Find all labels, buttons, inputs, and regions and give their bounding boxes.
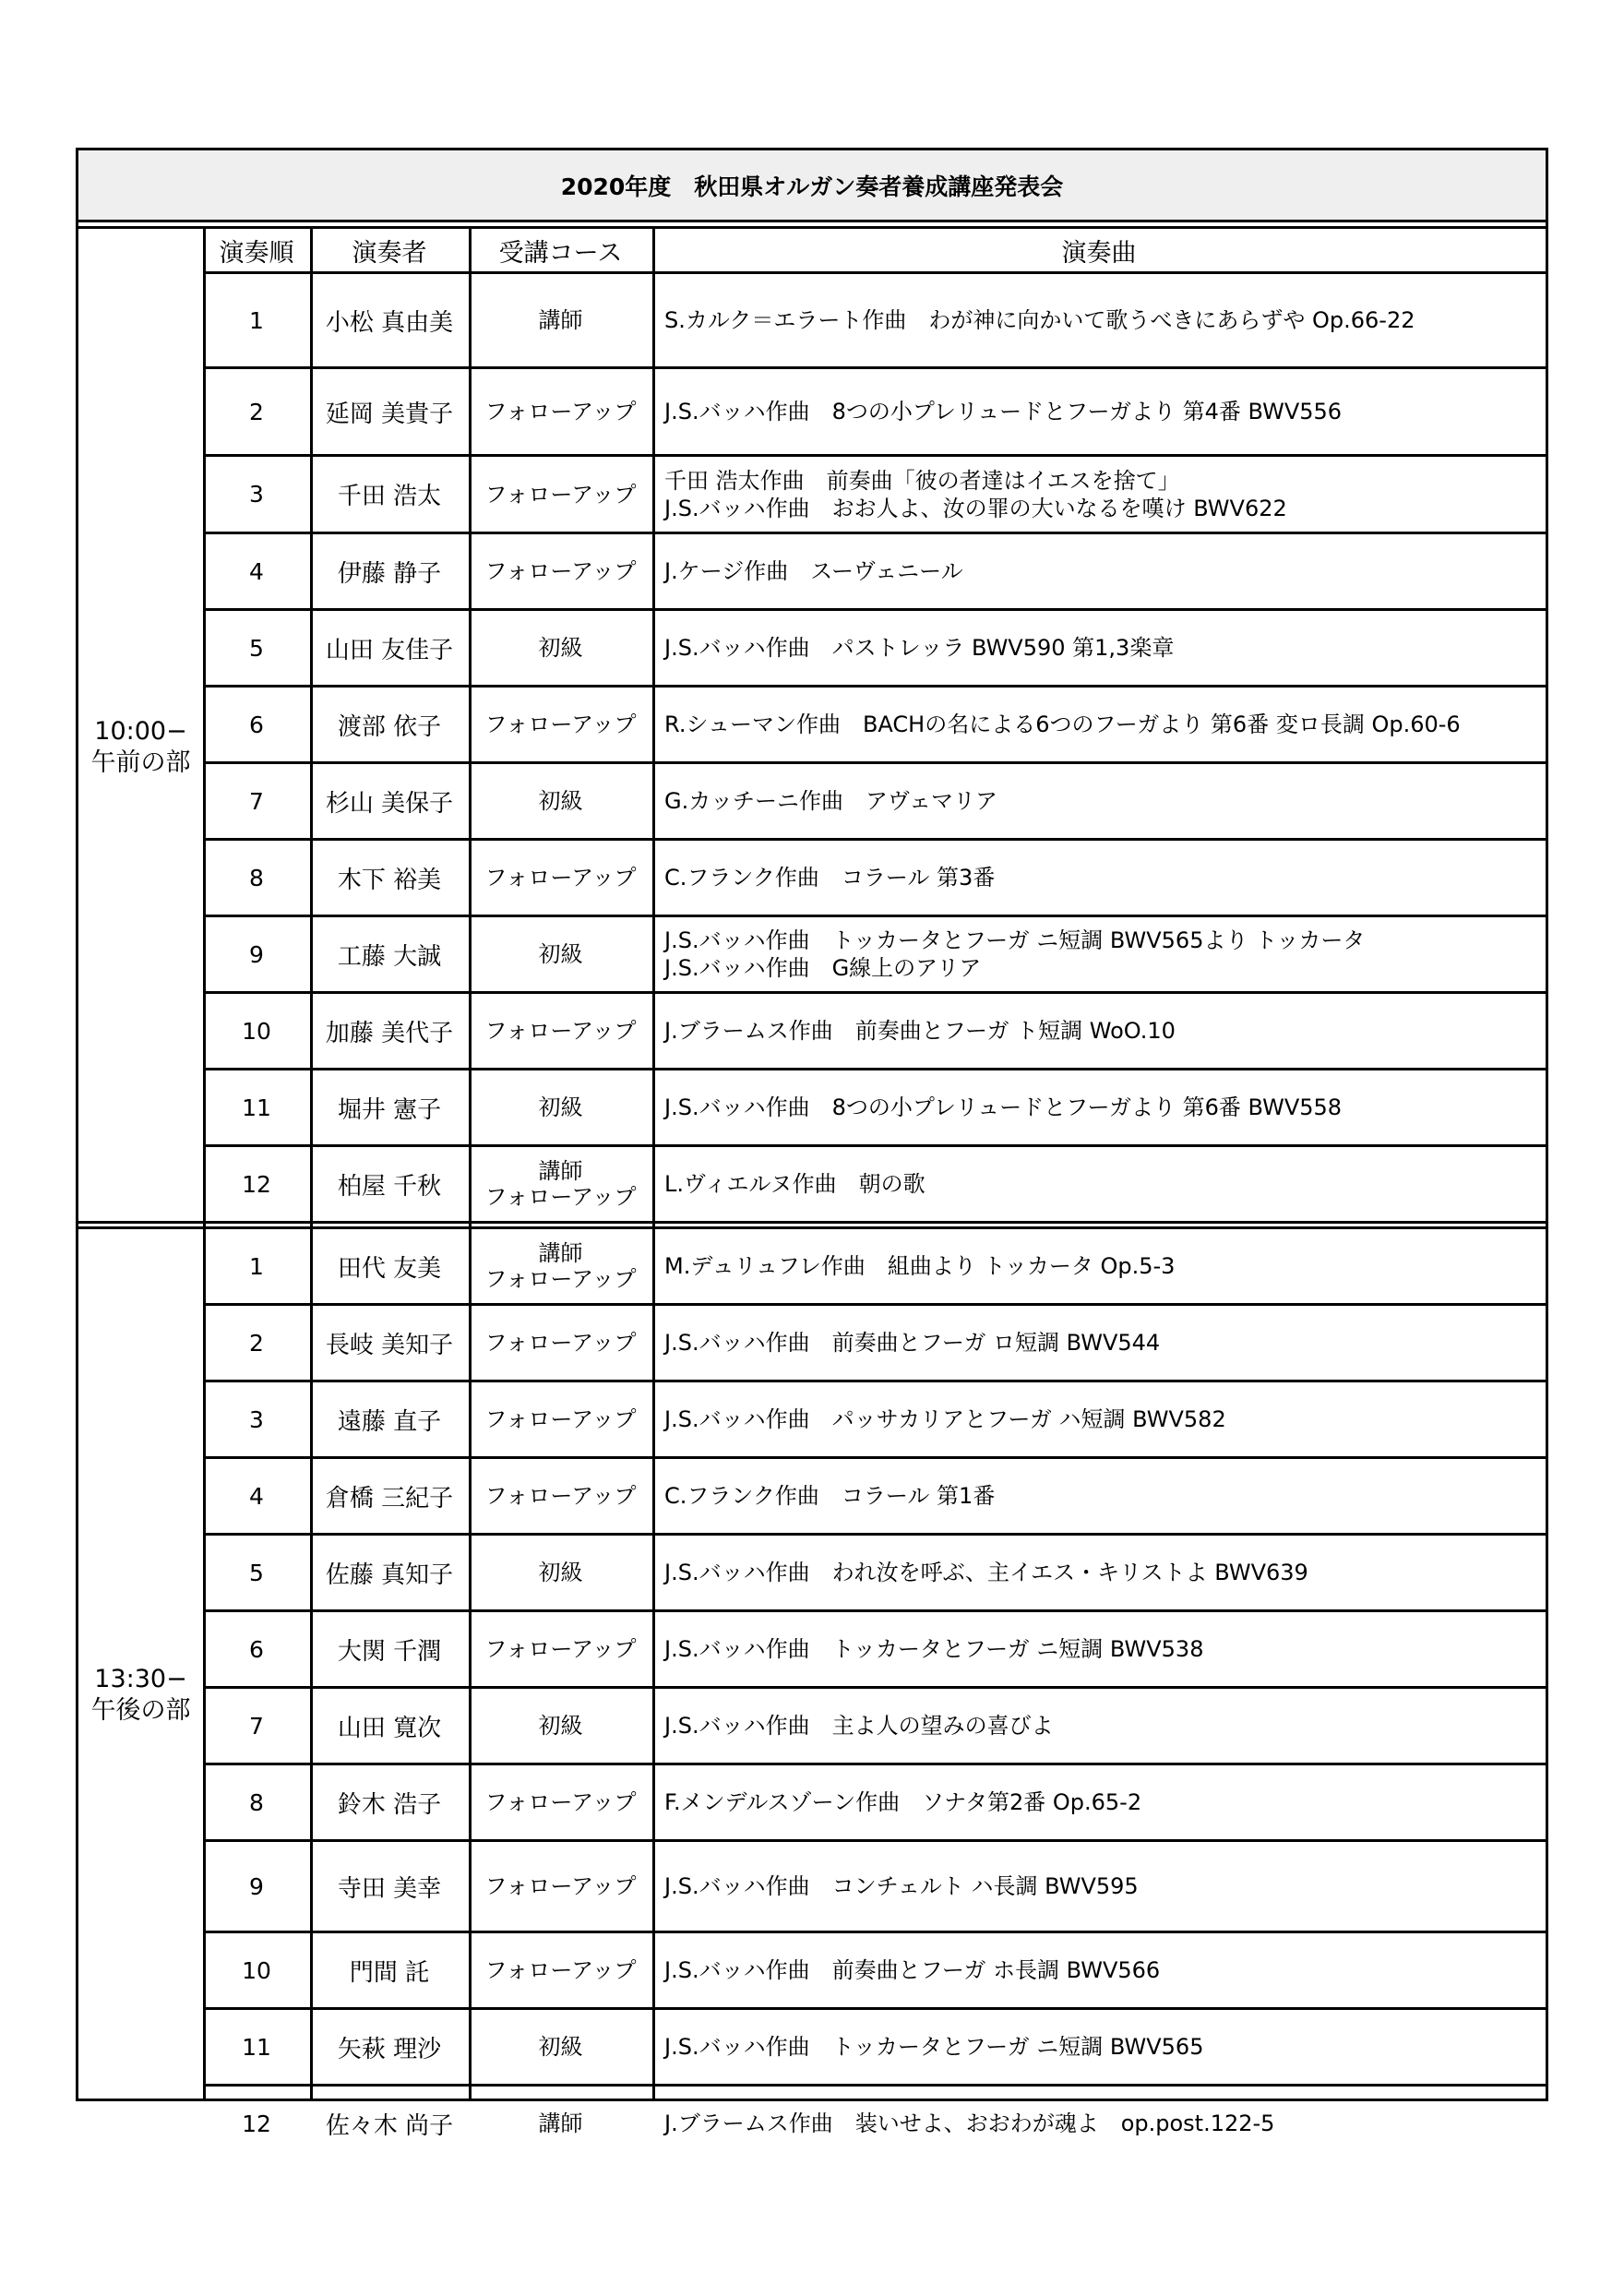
performer-name: 小松 真由美 bbox=[325, 308, 454, 337]
piece-lines bbox=[664, 1017, 1176, 1045]
course-lines bbox=[485, 1330, 637, 1356]
piece-lines bbox=[664, 1170, 925, 1198]
row-order-number: 1 bbox=[249, 306, 264, 334]
piece-line: J.ブラームス作曲 前奏曲とフーガ ト短調 WoO.10 bbox=[664, 1018, 1176, 1044]
piece-title bbox=[652, 1382, 1546, 1456]
piece-lines bbox=[664, 306, 1415, 334]
course-name bbox=[469, 841, 652, 915]
course-name bbox=[469, 764, 652, 838]
row-order-number: 10 bbox=[242, 1956, 271, 1984]
performer-name: 山田 寛次 bbox=[337, 1714, 442, 1742]
course-name bbox=[469, 917, 652, 991]
column-header-piece: 演奏曲 bbox=[1061, 238, 1137, 268]
piece-lines bbox=[664, 1956, 1160, 1984]
piece-lines bbox=[664, 1329, 1160, 1357]
piece-title bbox=[652, 2010, 1546, 2084]
piece-title bbox=[652, 274, 1546, 366]
piece-line: J.S.バッハ作曲 G線上のアリア bbox=[664, 955, 982, 981]
session-time: 13:30− bbox=[94, 1664, 187, 1693]
course-line: 初級 bbox=[538, 1560, 583, 1585]
course-line: フォローアップ bbox=[484, 1330, 637, 1356]
column-rule bbox=[652, 229, 655, 2099]
performer-name: 倉橋 三紀子 bbox=[325, 1484, 454, 1513]
course-name bbox=[469, 1612, 652, 1686]
course-line: フォローアップ bbox=[484, 1957, 637, 1983]
column-header-performer: 演奏者 bbox=[352, 238, 427, 268]
piece-lines bbox=[664, 398, 1342, 425]
row-order-number: 2 bbox=[249, 1329, 264, 1357]
course-lines bbox=[539, 1094, 583, 1120]
piece-lines bbox=[664, 787, 997, 815]
piece-line: C.フランク作曲 コラール 第3番 bbox=[664, 865, 996, 891]
row-order-number: 8 bbox=[249, 864, 264, 891]
piece-lines bbox=[664, 711, 1461, 738]
row-order-number: 9 bbox=[249, 1872, 264, 1900]
row-order-number: 5 bbox=[249, 634, 264, 662]
piece-line: J.S.バッハ作曲 コンチェルト ハ長調 BWV595 bbox=[664, 1873, 1139, 1899]
course-lines bbox=[539, 2034, 583, 2060]
course-lines bbox=[485, 865, 637, 891]
performer-name: 田代 友美 bbox=[337, 1254, 442, 1283]
piece-line: J.S.バッハ作曲 パストレッラ BWV590 第1,3楽章 bbox=[664, 635, 1175, 661]
piece-line: J.S.バッハ作曲 8つの小プレリュードとフーガより 第4番 BWV556 bbox=[664, 399, 1343, 425]
course-lines bbox=[539, 2111, 583, 2136]
performer-name: 木下 裕美 bbox=[337, 866, 442, 894]
performer-name: 堀井 憲子 bbox=[337, 1095, 442, 1124]
piece-title bbox=[652, 1306, 1546, 1380]
course-lines bbox=[485, 1789, 637, 1815]
piece-title bbox=[652, 2087, 1546, 2160]
piece-line: R.シューマン作曲 BACHの名による6つのフーガより 第6番 変ロ長調 Op.60-6 bbox=[664, 712, 1461, 737]
course-lines bbox=[485, 712, 637, 737]
program-grid bbox=[78, 226, 1546, 2140]
course-name bbox=[469, 1765, 652, 1839]
course-line: フォローアップ bbox=[484, 1483, 637, 1509]
row-order-number: 10 bbox=[242, 1017, 271, 1045]
piece-line: J.S.バッハ作曲 トッカータとフーガ ニ短調 BWV565 bbox=[664, 2034, 1204, 2060]
row-order-number: 4 bbox=[249, 557, 264, 585]
row-order-number: 5 bbox=[249, 1559, 264, 1586]
column-rule bbox=[203, 229, 206, 2099]
session-label bbox=[78, 274, 203, 1221]
course-line: 初級 bbox=[538, 635, 583, 661]
course-lines bbox=[539, 1560, 583, 1585]
piece-line: G.カッチーニ作曲 アヴェマリア bbox=[664, 788, 998, 814]
session-name: 午後の部 bbox=[90, 1695, 191, 1725]
piece-lines bbox=[664, 2110, 1274, 2137]
course-lines bbox=[485, 1636, 637, 1662]
performer-name: 工藤 大誠 bbox=[337, 942, 442, 971]
course-line: フォローアップ bbox=[484, 1406, 637, 1432]
course-lines bbox=[485, 1158, 637, 1210]
performer-name: 矢萩 理沙 bbox=[337, 2035, 442, 2063]
performer-name: 山田 友佳子 bbox=[325, 636, 454, 664]
course-lines bbox=[485, 1873, 637, 1899]
piece-title bbox=[652, 1765, 1546, 1839]
course-line: 初級 bbox=[538, 941, 583, 967]
piece-lines bbox=[664, 634, 1174, 662]
course-name bbox=[469, 1382, 652, 1456]
piece-title bbox=[652, 457, 1546, 532]
piece-line: J.S.バッハ作曲 前奏曲とフーガ ロ短調 BWV544 bbox=[664, 1330, 1161, 1356]
course-name bbox=[469, 994, 652, 1068]
course-name bbox=[469, 2087, 652, 2160]
piece-title bbox=[652, 764, 1546, 838]
performer-name: 遠藤 直子 bbox=[337, 1407, 442, 1436]
course-line: 講師 bbox=[538, 1240, 583, 1266]
piece-title bbox=[652, 1459, 1546, 1533]
row-order-number: 2 bbox=[249, 398, 264, 425]
session-rule bbox=[78, 1221, 1546, 1224]
piece-title bbox=[652, 611, 1546, 685]
piece-title bbox=[652, 994, 1546, 1068]
course-name bbox=[469, 274, 652, 366]
piece-title bbox=[652, 1612, 1546, 1686]
performer-name: 延岡 美貴子 bbox=[325, 400, 454, 428]
piece-line: S.カルク＝エラート作曲 わが神に向かいて歌うべきにあらずや Op.66-22 bbox=[664, 307, 1415, 333]
piece-title bbox=[652, 534, 1546, 608]
course-line: フォローアップ bbox=[484, 1873, 637, 1899]
piece-lines bbox=[664, 1635, 1203, 1663]
piece-title bbox=[652, 688, 1546, 761]
performer-name: 鈴木 浩子 bbox=[337, 1790, 442, 1819]
course-line: 初級 bbox=[538, 2034, 583, 2060]
performer-name: 柏屋 千秋 bbox=[337, 1172, 442, 1201]
piece-lines bbox=[664, 927, 1365, 982]
performer-name: 佐藤 真知子 bbox=[325, 1561, 454, 1589]
piece-lines bbox=[664, 1712, 1054, 1740]
course-line: フォローアップ bbox=[484, 865, 637, 891]
column-header-order: 演奏順 bbox=[219, 238, 294, 268]
row-order-number: 12 bbox=[242, 2110, 271, 2137]
performer-name: 渡部 依子 bbox=[337, 712, 442, 741]
course-name bbox=[469, 1459, 652, 1533]
piece-title bbox=[652, 1536, 1546, 1609]
course-name bbox=[469, 1306, 652, 1380]
performer-name: 寺田 美幸 bbox=[337, 1874, 442, 1903]
course-line: フォローアップ bbox=[484, 1266, 637, 1292]
column-rule bbox=[310, 229, 313, 2099]
piece-line: J.ケージ作曲 スーヴェニール bbox=[664, 558, 963, 584]
piece-line: J.ブラームス作曲 装いせよ、おおわが魂よ op.post.122-5 bbox=[664, 2111, 1275, 2136]
course-lines bbox=[539, 788, 583, 814]
row-order-number: 7 bbox=[249, 787, 264, 815]
piece-title bbox=[652, 1689, 1546, 1763]
course-lines bbox=[485, 558, 637, 584]
column-header-course: 受講コース bbox=[498, 238, 623, 268]
piece-line: J.S.バッハ作曲 われ汝を呼ぶ、主イエス・キリストよ BWV639 bbox=[664, 1560, 1308, 1585]
piece-title bbox=[652, 1933, 1546, 2007]
course-lines bbox=[539, 307, 583, 333]
piece-title bbox=[652, 917, 1546, 991]
piece-title bbox=[652, 369, 1546, 454]
piece-lines bbox=[664, 1405, 1226, 1433]
performer-name: 大関 千潤 bbox=[337, 1637, 442, 1666]
piece-line: M.デュリュフレ作曲 組曲より トッカータ Op.5-3 bbox=[664, 1253, 1176, 1279]
course-name bbox=[469, 2010, 652, 2084]
course-lines bbox=[539, 635, 583, 661]
course-line: フォローアップ bbox=[484, 712, 637, 737]
piece-line: 千田 浩太作曲 前奏曲「彼の者達はイエスを捨て」 bbox=[664, 467, 1180, 494]
course-line: 初級 bbox=[538, 1713, 583, 1739]
row-order-number: 1 bbox=[249, 1252, 264, 1280]
course-lines bbox=[485, 1018, 637, 1044]
course-line: フォローアップ bbox=[484, 481, 637, 508]
session-time: 10:00− bbox=[94, 717, 187, 746]
piece-line: J.S.バッハ作曲 トッカータとフーガ ニ短調 BWV538 bbox=[664, 1636, 1204, 1662]
row-order-number: 12 bbox=[242, 1170, 271, 1198]
row-order-number: 9 bbox=[249, 940, 264, 968]
course-name bbox=[469, 1229, 652, 1303]
row-order-number: 11 bbox=[242, 1094, 271, 1121]
piece-line: J.S.バッハ作曲 前奏曲とフーガ ホ長調 BWV566 bbox=[664, 1957, 1161, 1983]
course-name bbox=[469, 688, 652, 761]
course-line: フォローアップ bbox=[484, 1184, 637, 1210]
course-lines bbox=[485, 1957, 637, 1983]
piece-lines bbox=[664, 2033, 1203, 2061]
piece-lines bbox=[664, 1482, 995, 1510]
column-rule bbox=[469, 229, 472, 2099]
row-order-number: 7 bbox=[249, 1712, 264, 1740]
performer-name: 杉山 美保子 bbox=[325, 789, 454, 818]
session-label bbox=[78, 1229, 203, 2160]
piece-lines bbox=[664, 467, 1287, 522]
performer-name: 加藤 美代子 bbox=[325, 1019, 454, 1047]
course-line: フォローアップ bbox=[484, 1789, 637, 1815]
course-line: 講師 bbox=[538, 1158, 583, 1184]
course-name bbox=[469, 611, 652, 685]
piece-line: F.メンデルスゾーン作曲 ソナタ第2番 Op.65-2 bbox=[664, 1789, 1142, 1815]
piece-line: J.S.バッハ作曲 おお人よ、汝の罪の大いなるを嘆け BWV622 bbox=[664, 495, 1287, 521]
course-lines bbox=[485, 482, 637, 508]
performer-name: 門間 託 bbox=[349, 1958, 430, 1987]
row-order-number: 3 bbox=[249, 1405, 264, 1433]
course-line: 講師 bbox=[538, 2111, 583, 2136]
performer-name: 千田 浩太 bbox=[337, 483, 442, 510]
piece-line: J.S.バッハ作曲 8つの小プレリュードとフーガより 第6番 BWV558 bbox=[664, 1094, 1343, 1120]
course-name bbox=[469, 1842, 652, 1931]
row-order-number: 8 bbox=[249, 1788, 264, 1816]
performer-name: 佐々木 尚子 bbox=[325, 2111, 454, 2140]
course-name bbox=[469, 457, 652, 532]
piece-line: L.ヴィエルヌ作曲 朝の歌 bbox=[664, 1171, 925, 1197]
course-name bbox=[469, 1689, 652, 1763]
course-line: フォローアップ bbox=[484, 558, 637, 584]
piece-line: J.S.バッハ作曲 トッカータとフーガ ニ短調 BWV565より トッカータ bbox=[664, 927, 1366, 953]
piece-title bbox=[652, 1842, 1546, 1931]
course-lines bbox=[485, 1406, 637, 1432]
row-order-number: 11 bbox=[242, 2033, 271, 2061]
piece-lines bbox=[664, 557, 963, 585]
program-table bbox=[76, 148, 1548, 2140]
course-lines bbox=[539, 941, 583, 967]
course-lines bbox=[485, 399, 637, 425]
course-line: 初級 bbox=[538, 1094, 583, 1120]
piece-title bbox=[652, 1070, 1546, 1144]
course-line: フォローアップ bbox=[484, 1636, 637, 1662]
piece-lines bbox=[664, 1559, 1308, 1586]
piece-title bbox=[652, 1147, 1546, 1221]
session-name: 午前の部 bbox=[90, 748, 191, 777]
course-line: フォローアップ bbox=[484, 1018, 637, 1044]
page-title: 2020年度 秋田県オルガン奏者養成講座発表会 bbox=[78, 150, 1546, 222]
course-line: フォローアップ bbox=[484, 399, 637, 425]
course-lines bbox=[539, 1713, 583, 1739]
course-name bbox=[469, 1536, 652, 1609]
piece-line: C.フランク作曲 コラール 第1番 bbox=[664, 1483, 996, 1509]
performer-name: 長岐 美知子 bbox=[325, 1331, 454, 1359]
piece-title bbox=[652, 841, 1546, 915]
piece-lines bbox=[664, 1788, 1141, 1816]
course-name bbox=[469, 1070, 652, 1144]
performer-name: 伊藤 静子 bbox=[337, 559, 442, 588]
course-line: 講師 bbox=[538, 307, 583, 333]
piece-line: J.S.バッハ作曲 主よ人の望みの喜びよ bbox=[664, 1713, 1054, 1739]
course-name bbox=[469, 1933, 652, 2007]
piece-lines bbox=[664, 1872, 1139, 1900]
course-name bbox=[469, 1147, 652, 1221]
row-order-number: 6 bbox=[249, 711, 264, 738]
piece-lines bbox=[664, 864, 995, 891]
piece-title bbox=[652, 1229, 1546, 1303]
piece-line: J.S.バッハ作曲 パッサカリアとフーガ ハ短調 BWV582 bbox=[664, 1406, 1226, 1432]
row-order-number: 3 bbox=[249, 481, 264, 508]
course-lines bbox=[485, 1240, 637, 1292]
row-order-number: 4 bbox=[249, 1482, 264, 1510]
piece-lines bbox=[664, 1252, 1175, 1280]
course-line: 初級 bbox=[538, 788, 583, 814]
row-order-number: 6 bbox=[249, 1635, 264, 1663]
course-name bbox=[469, 534, 652, 608]
piece-lines bbox=[664, 1094, 1342, 1121]
course-name bbox=[469, 369, 652, 454]
course-lines bbox=[485, 1483, 637, 1509]
